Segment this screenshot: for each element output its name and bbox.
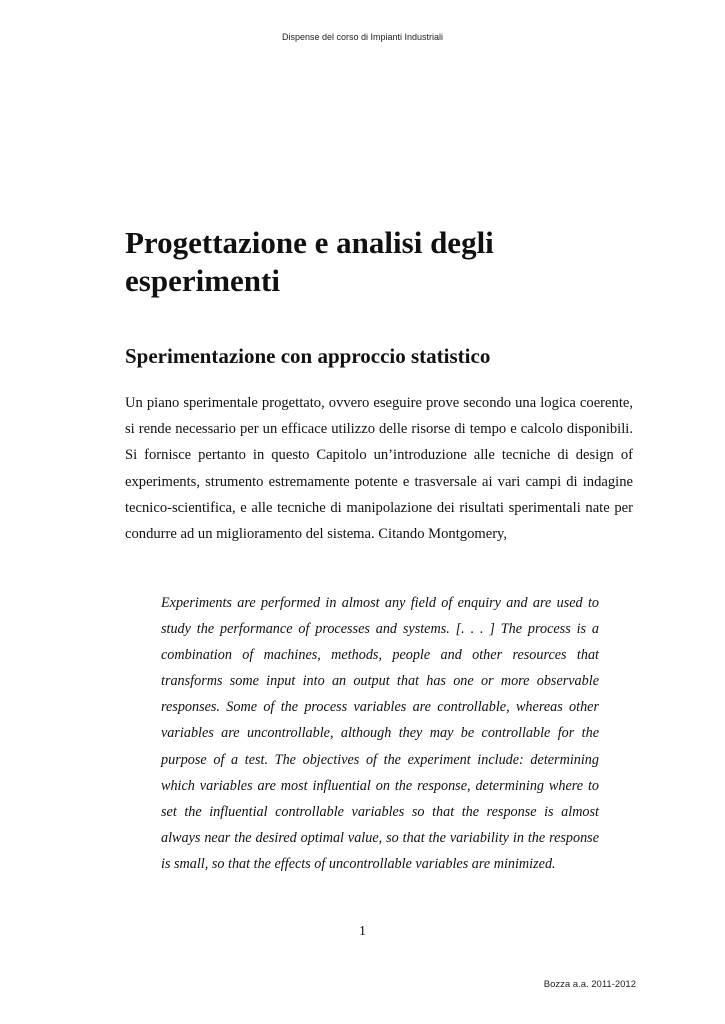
running-footer: Bozza a.a. 2011-2012 — [543, 979, 636, 990]
intro-paragraph: Un piano sperimentale progettato, ovvero eseguire prove secondo una logica coerente, si rende necessario per un efficace utilizzo delle risorse di tempo e calcolo disponibili. Si fornisce pertanto in questo Capitolo un’introduzione alle tecniche di design of experiments, strumento estremamente potente e trasversale ai vari campi di indagine tecnico-scientifica, e alle tecniche di manipolazione dei risultati sperimentali nate per condurre ad un miglioramento del sistema. Citando Montgomery, — [125, 395, 633, 543]
running-header: Dispense del corso di Impianti Industriali — [281, 32, 444, 42]
chapter-title: Progettazione e analisi degli esperimenti — [125, 225, 494, 298]
section-title: Sperimentazione con approccio statistico — [125, 344, 491, 368]
montgomery-quote: Experiments are performed in almost any field of enquiry and are used to study the performance of processes and systems. [. . . ] The process is a combination of machines, methods, people and other resources that transforms some input into an output that has one or more observable responses. Some of the process variables are controllable, whereas other variables are uncontrollable, although they may be controllable for the purpose of a test. The objectives of the experiment include: determining which variables are most influential on the response, determining where to set the influential controllable variables so that the response is almost always near the desired optimal value, so that the variability in the response is small, so that the effects of uncontrollable variables are minimized. — [161, 595, 599, 872]
page-number: 1 — [359, 924, 366, 939]
